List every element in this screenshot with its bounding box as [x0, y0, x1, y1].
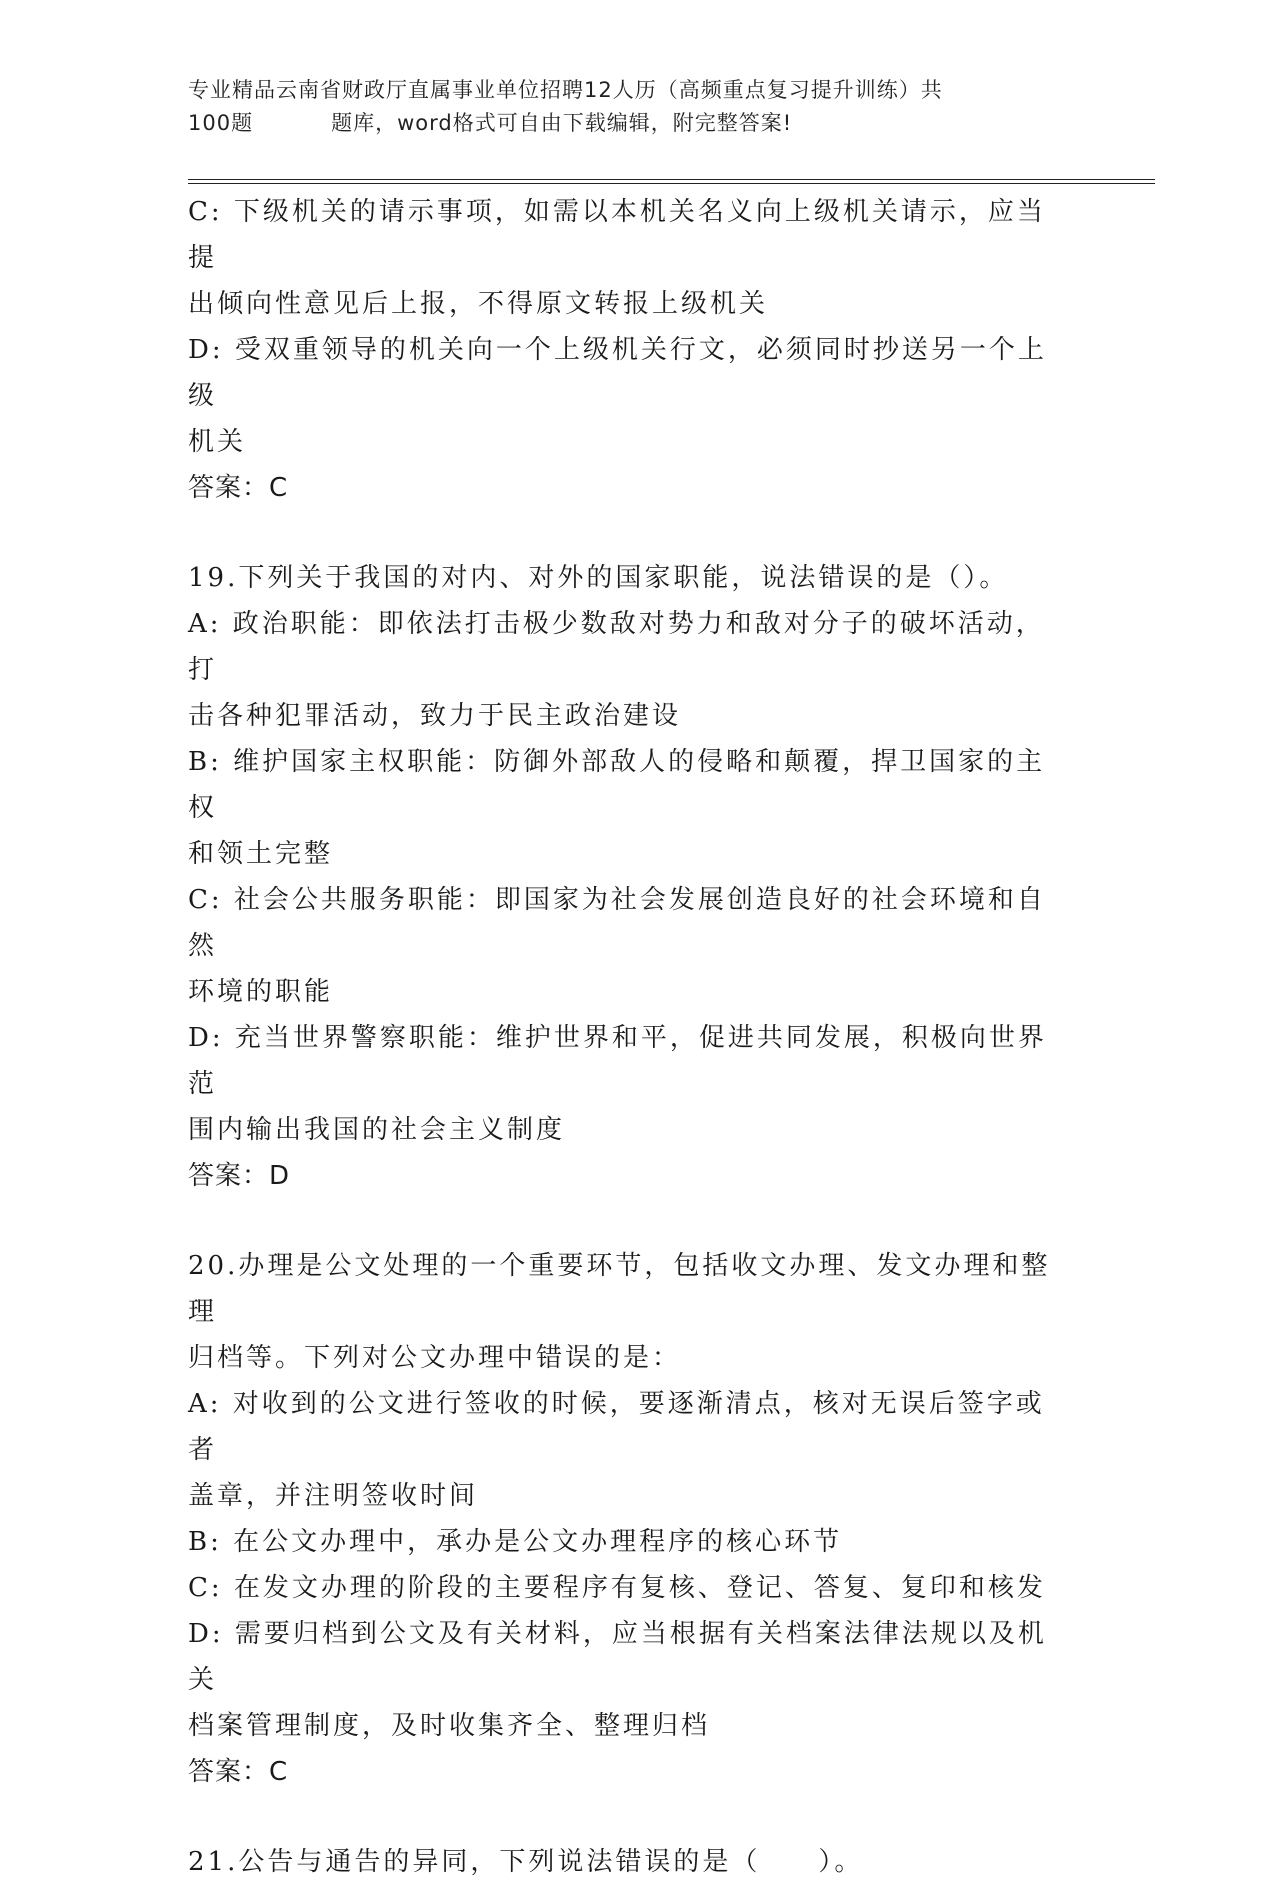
q20-option-b: B: 在公文办理中，承办是公文办理程序的核心环节: [188, 1527, 843, 1557]
question-gap: [188, 511, 1068, 555]
header-description: 题库，word格式可自由下载编辑，附完整答案!: [331, 111, 793, 135]
q19-option-a-line-1: A: 政治职能：即依法打击极少数敌对势力和敌对分子的破坏活动，打: [188, 609, 1045, 685]
q20-option-a-line-2: 盖章，并注明签收时间: [188, 1481, 479, 1511]
q19-option-d-line-1: D: 充当世界警察职能：维护世界和平，促进共同发展，积极向世界范: [188, 1023, 1047, 1099]
q18-option-d-line-1: D: 受双重领导的机关向一个上级机关行文，必须同时抄送另一个上级: [188, 335, 1047, 411]
q20-question-line-2: 归档等。下列对公文办理中错误的是：: [188, 1343, 682, 1373]
q20-question-line-1: 20.办理是公文处理的一个重要环节，包括收文办理、发文办理和整理: [188, 1251, 1051, 1327]
q18-option-c-line-1: C: 下级机关的请示事项，如需以本机关名义向上级机关请示，应当提: [188, 197, 1046, 273]
document-body: [188, 189, 1068, 1885]
page-header: [188, 74, 1088, 140]
q18-option-d-line-2: 机关: [188, 427, 247, 457]
q19-option-c-line-1: C: 社会公共服务职能：即国家为社会发展创造良好的社会环境和自然: [188, 885, 1046, 961]
question-gap: [188, 1199, 1068, 1243]
header-line-2: [188, 107, 1088, 140]
q20-option-c: C: 在发文办理的阶段的主要程序有复核、登记、答复、复印和核发: [188, 1573, 1046, 1603]
q20-option-d-line-1: D: 需要归档到公文及有关材料，应当根据有关档案法律法规以及机关: [188, 1619, 1047, 1695]
header-line-1: 专业精品云南省财政厅直属事业单位招聘12人历（高频重点复习提升训练）共: [188, 78, 943, 102]
header-question-count: 100题: [188, 111, 254, 135]
q18-option-c-line-2: 出倾向性意见后上报，不得原文转报上级机关: [188, 289, 769, 319]
q19-option-c-line-2: 环境的职能: [188, 977, 334, 1007]
q20-option-d-line-2: 档案管理制度，及时收集齐全、整理归档: [188, 1711, 711, 1741]
q20-answer: 答案：C: [188, 1757, 289, 1787]
q21-question: 21.公告与通告的异同，下列说法错误的是（ ）。: [188, 1847, 864, 1877]
q19-option-d-line-2: 围内输出我国的社会主义制度: [188, 1115, 566, 1145]
q19-option-b-line-1: B: 维护国家主权职能：防御外部敌人的侵略和颠覆，捍卫国家的主权: [188, 747, 1046, 823]
q19-option-a-line-2: 击各种犯罪活动，致力于民主政治建设: [188, 701, 682, 731]
question-gap: [188, 1795, 1068, 1839]
q19-question: 19.下列关于我国的对内、对外的国家职能，说法错误的是（）。: [188, 563, 1009, 593]
q20-option-a-line-1: A: 对收到的公文进行签收的时候，要逐渐清点，核对无误后签字或者: [188, 1389, 1045, 1465]
q18-answer: 答案：C: [188, 473, 289, 503]
q19-option-b-line-2: 和领土完整: [188, 839, 334, 869]
header-double-rule: [188, 179, 1155, 184]
q19-answer: 答案：D: [188, 1161, 291, 1191]
